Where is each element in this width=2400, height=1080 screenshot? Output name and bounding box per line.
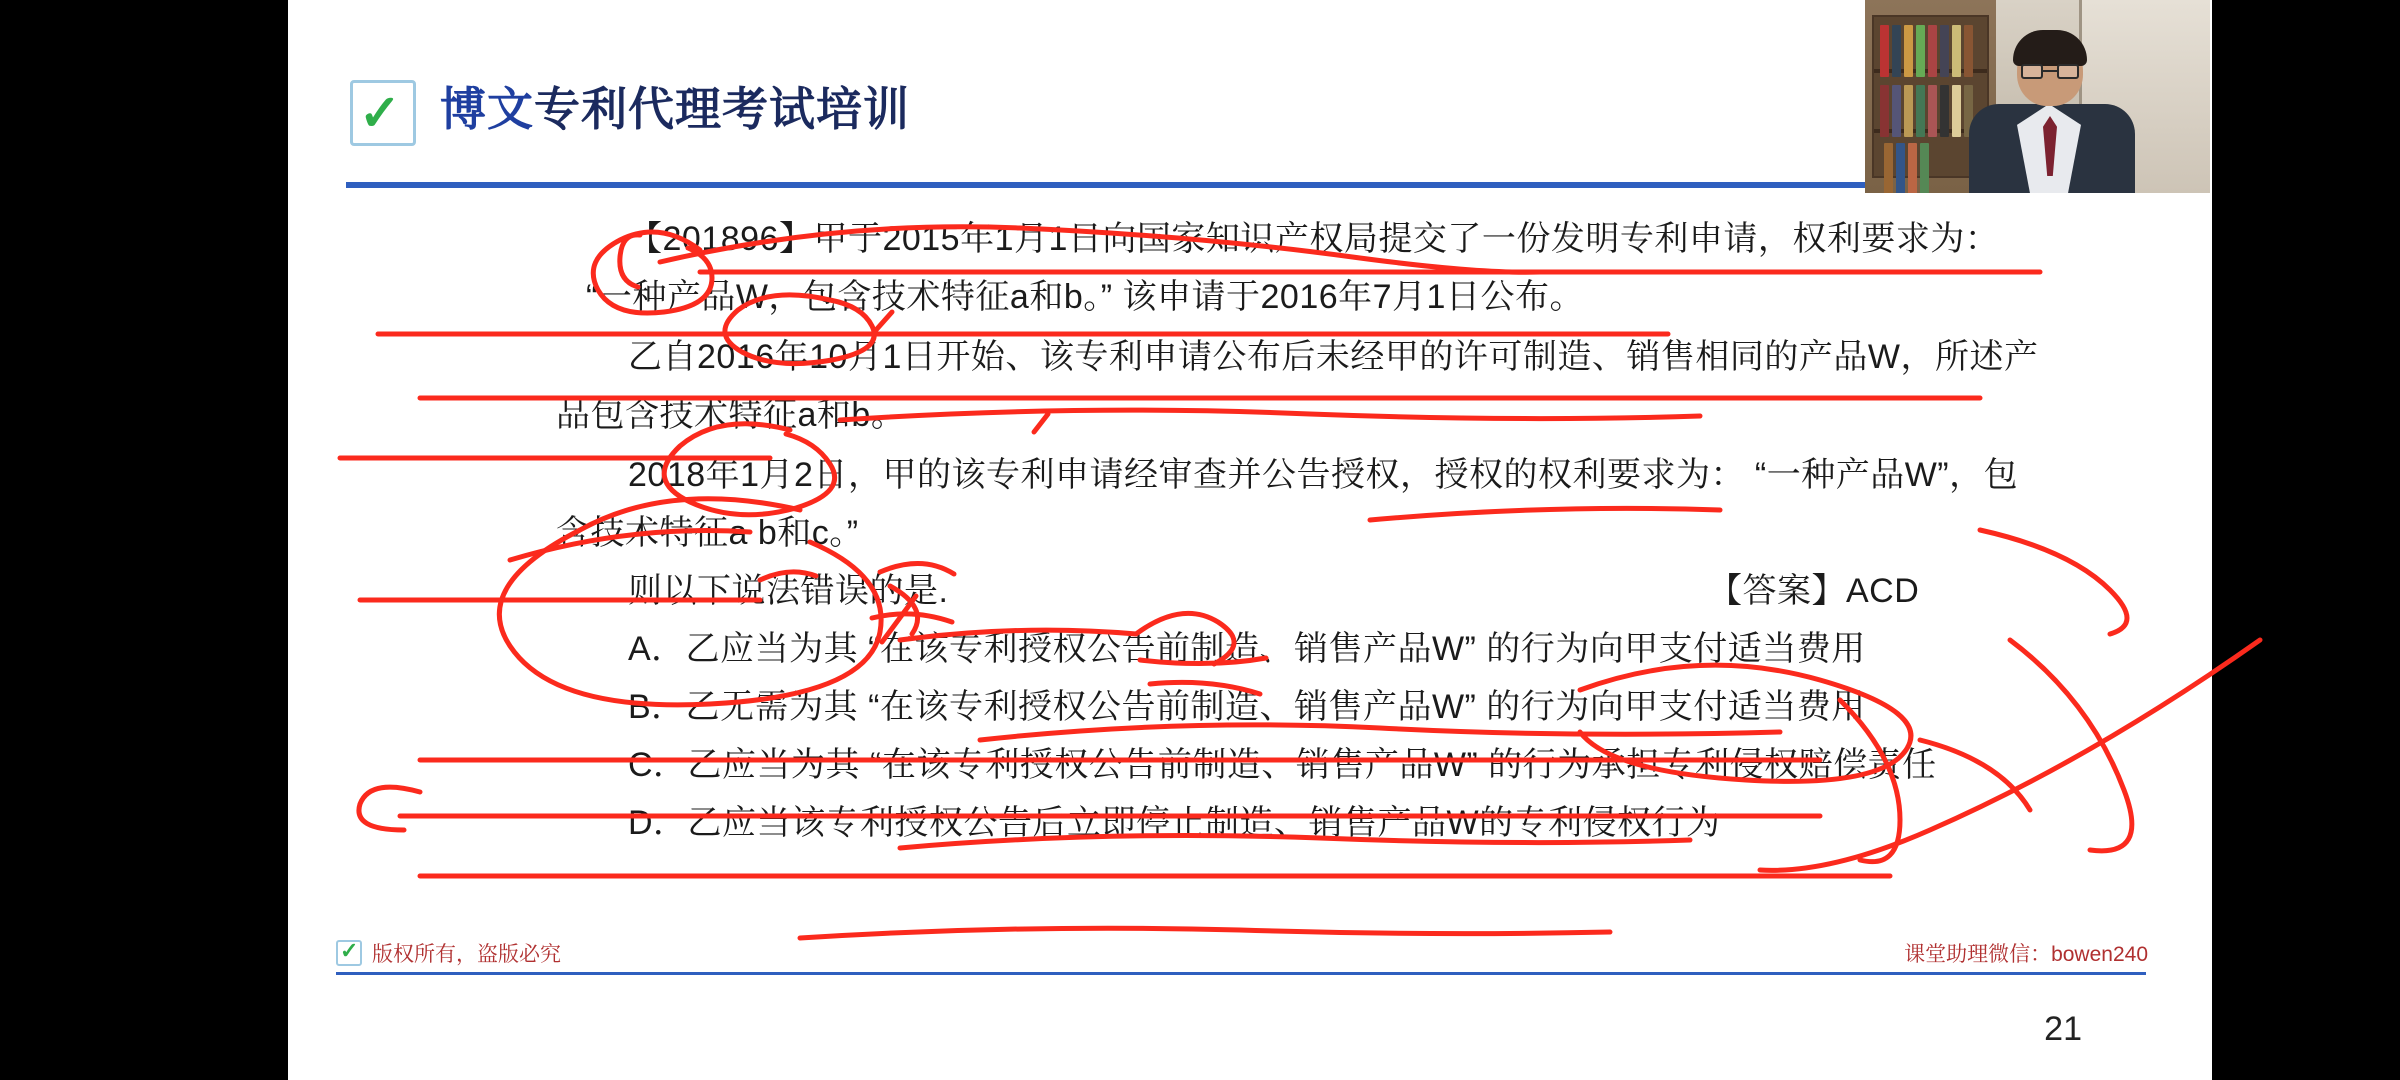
book xyxy=(1880,25,1889,77)
footer-divider xyxy=(336,972,2146,975)
book xyxy=(1964,25,1973,77)
book xyxy=(1928,85,1937,137)
book xyxy=(1916,25,1925,77)
book xyxy=(1892,25,1901,77)
book xyxy=(1908,143,1917,193)
brand-title xyxy=(440,78,910,140)
body-line: 则以下说法错误的是. xyxy=(628,572,949,610)
body-line: 品包含技术特征a和b。 xyxy=(556,396,906,434)
instructor-webcam-feed[interactable] xyxy=(1865,0,2210,193)
body-line: 2018年1月2日，甲的该专利申请经审查并公告授权，授权的权利要求为： “一种产品W”，包 xyxy=(628,456,2019,494)
book xyxy=(1940,25,1949,77)
book xyxy=(1904,25,1913,77)
page-number: 21 xyxy=(2044,1010,2082,1048)
book xyxy=(1928,25,1937,77)
book xyxy=(1896,143,1905,193)
answer-label: 【答案】ACD xyxy=(1708,572,1920,610)
footer-copyright-text: 版权所有，盗版必究 xyxy=(372,943,561,966)
option-d: D．乙应当该专利授权公告后立即停止制造、销售产品W的专利侵权行为 xyxy=(628,804,1721,842)
body-line: “一种产品W，包含技术特征a和b。” 该申请于2016年7月1日公布。 xyxy=(586,278,1584,316)
option-c: C．乙应当为其 “在该专利授权公告前制造、销售产品W” 的行为承担专利侵权赔偿责任 xyxy=(628,746,1937,784)
book xyxy=(1880,85,1889,137)
glasses-lens-right xyxy=(2057,64,2079,79)
option-b: B．乙无需为其 “在该专利授权公告前制造、销售产品W” 的行为向甲支付适当费用 xyxy=(628,688,1866,726)
book xyxy=(1952,85,1961,137)
body-line: 【201896】甲于2015年1月1日向国家知识产权局提交了一份发明专利申请，权利要求为： xyxy=(628,220,2000,258)
green-check-badge-icon xyxy=(336,940,362,966)
book xyxy=(1940,85,1949,137)
check-glyph: ✓ xyxy=(340,938,359,963)
check-glyph: ✓ xyxy=(359,85,401,141)
footer-copyright xyxy=(336,938,561,968)
body-line: 乙自2016年10月1日开始、该专利申请公布后未经甲的许可制造、销售相同的产品W，所述产 xyxy=(628,338,2039,376)
glasses-bridge xyxy=(2043,70,2057,72)
brand-title-bold: 博文 xyxy=(440,83,534,135)
book xyxy=(1916,85,1925,137)
book xyxy=(1892,85,1901,137)
book xyxy=(1904,85,1913,137)
glasses-lens-left xyxy=(2021,64,2043,79)
glasses-icon xyxy=(2021,64,2079,80)
option-a: A．乙应当为其 “在该专利授权公告前制造、销售产品W” 的行为向甲支付适当费用 xyxy=(628,630,1866,668)
book xyxy=(1884,143,1893,193)
book xyxy=(1920,143,1929,193)
brand-title-rest: 专利代理考试培训 xyxy=(534,83,910,135)
body-line: 含技术特征a b和c。” xyxy=(556,514,859,552)
green-check-badge-icon xyxy=(350,80,416,146)
footer-wechat: 课堂助理微信：bowen240 xyxy=(1904,943,2148,966)
book xyxy=(1952,25,1961,77)
